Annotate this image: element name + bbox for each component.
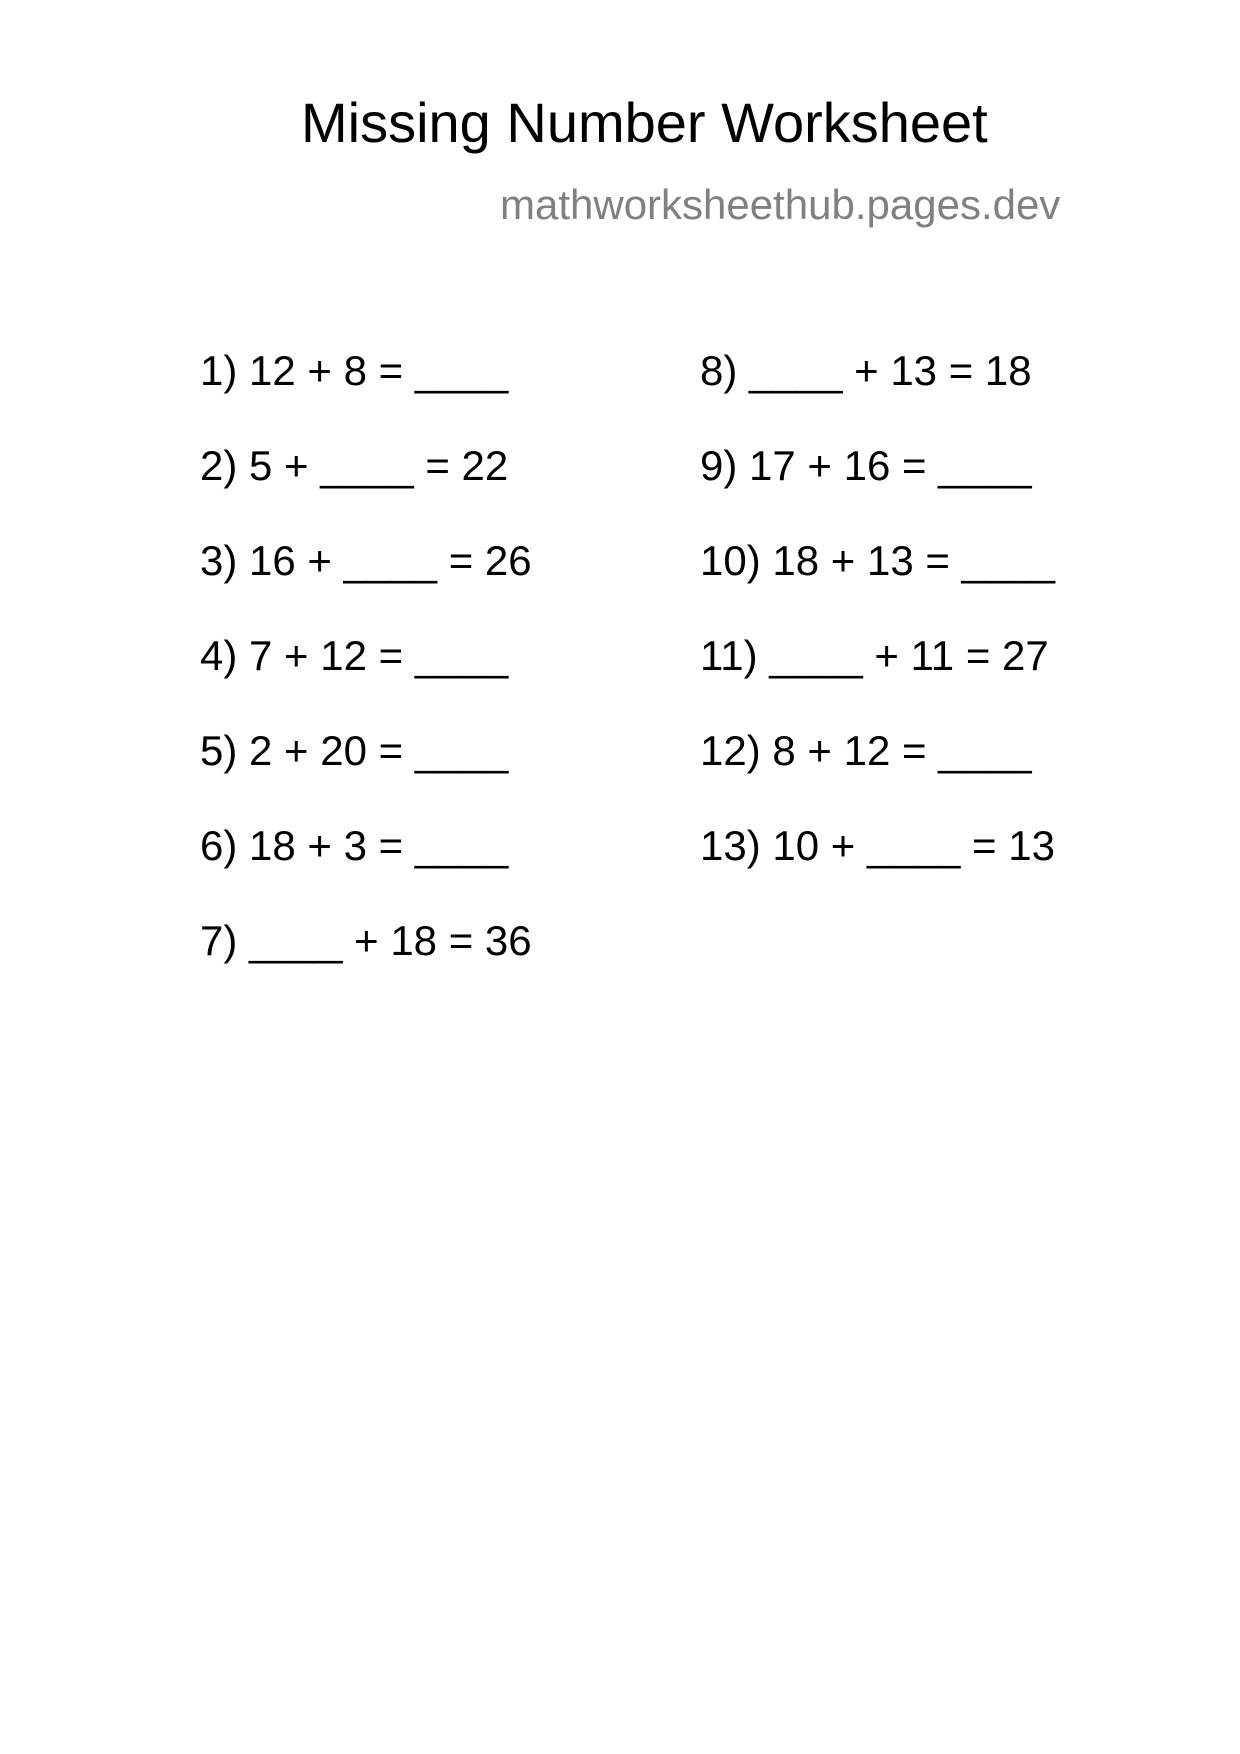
problem-column-left — [200, 347, 680, 1015]
problem-column-right — [700, 347, 1180, 920]
problem-10: 10) 18 + 13 = ____ — [700, 537, 1055, 584]
problem-13: 13) 10 + ____ = 13 — [700, 822, 1055, 869]
worksheet-title: Missing Number Worksheet — [301, 91, 988, 154]
problem-4: 4) 7 + 12 = ____ — [200, 632, 509, 679]
problem-9: 9) 17 + 16 = ____ — [700, 442, 1032, 489]
problem-1: 1) 12 + 8 = ____ — [200, 347, 509, 394]
problem-11: 11) ____ + 11 = 27 — [700, 632, 1049, 679]
problem-7: 7) ____ + 18 = 36 — [200, 917, 532, 964]
source-url: mathworksheethub.pages.dev — [500, 181, 1061, 228]
problem-8: 8) ____ + 13 = 18 — [700, 347, 1032, 394]
problem-3: 3) 16 + ____ = 26 — [200, 537, 532, 584]
problem-5: 5) 2 + 20 = ____ — [200, 727, 509, 774]
problem-6: 6) 18 + 3 = ____ — [200, 822, 509, 869]
problem-12: 12) 8 + 12 = ____ — [700, 727, 1032, 774]
problem-2: 2) 5 + ____ = 22 — [200, 442, 509, 489]
